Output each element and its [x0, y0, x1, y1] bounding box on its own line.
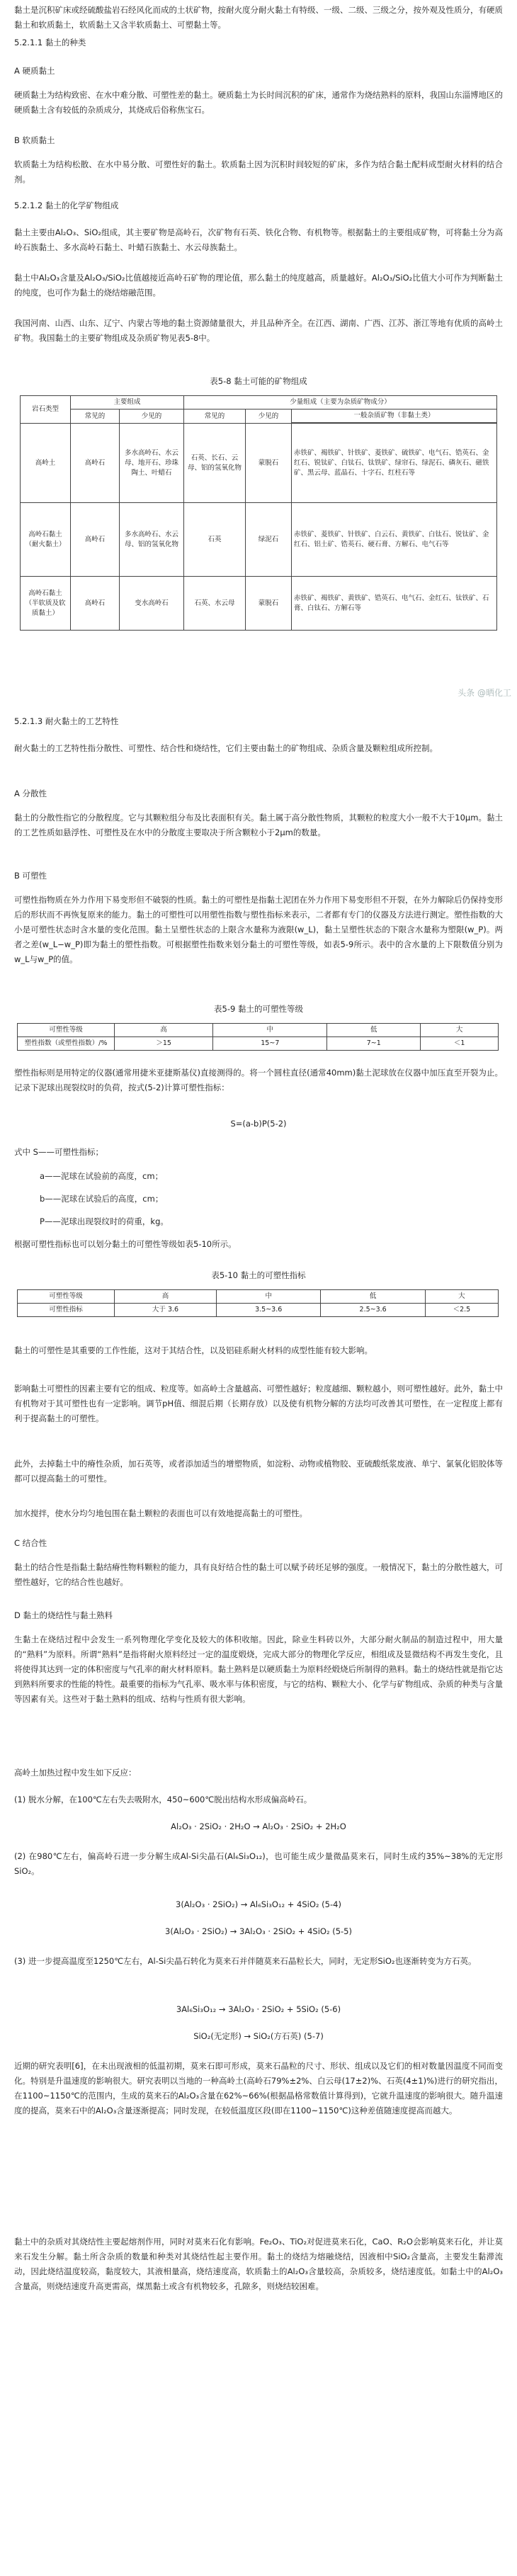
table-row	[21, 424, 497, 503]
subheading-hard-clay: A 硬质黏土	[14, 66, 55, 76]
equation-5-3: Al₂O₃ · 2SiO₂ · 2H₂O → Al₂O₃ · 2SiO₂ + 2H₂O	[171, 1821, 346, 1831]
table-cell: ＞15	[115, 1037, 213, 1051]
reaction-step-3: (3) 进一步提高温度至1250℃左右，Al-Si尖晶石转化为莫来石并伴随莫来石晶粒长大，同时，无定形SiO₂也逐渐转变为方石英。	[14, 1956, 477, 1966]
paragraph-resources: 我国河南、山西、山东、辽宁、内蒙古等地的黏土资源储量很大，并且品种齐全。在江西、湖南、广西、江苏、浙江等地有优质的高岭土矿物。我国黏土的主要矿物组成及杂质矿物见表5-8中。	[14, 318, 503, 343]
table-header: 可塑性等级	[18, 1290, 115, 1304]
table-cell: 石英、长石、云母、铝的氢氧化物	[184, 424, 246, 503]
subheading-plasticity: B 可塑性	[14, 871, 47, 881]
paragraph-table-ref: 根据可塑性指标也可以划分黏土的可塑性等级如表5-10所示。	[14, 1239, 237, 1249]
intro-paragraph: 黏土是沉积矿床或经硫酸盐岩石经风化而成的土状矿物，按耐火度分耐火黏土有特级、一级、二级、三级之分，按外观及性质分，有硬质黏土和软质黏土，软质黏土又含半软质黏土、可塑黏土等。	[14, 5, 503, 30]
table-cell: 高岭石黏土（半软质及软质黏土）	[21, 577, 71, 631]
table-row	[21, 577, 497, 631]
paragraph-bonding: 黏土的结合性是指黏土黏结瘠性物料颗粒的能力，具有良好结合性的黏土可以赋予砖坯足够的强度。一般情况下，黏土的分散性越大，可塑性越好，它的结合性也越好。	[14, 1562, 503, 1587]
subheading-sintering: D 黏土的烧结性与黏土熟料	[14, 1610, 113, 1620]
table-cell: 赤铁矿、褐铁矿、黄铁矿、锆英石、电气石、金红石、钛铁矿、石膏、白钛石、方解石等	[292, 577, 497, 631]
equation-5-7: SiO₂(无定形) → SiO₂(方石英) (5-7)	[193, 2031, 324, 2041]
paragraph-sintering: 生黏土在烧结过程中会发生一系列物理化学变化及较大的体积收缩。因此，除业生料砖以外，大部分耐火制品的制造过程中，用大量的“熟料”为原料。所谓“熟料”是指将耐火原料经过一定的温度煅烧，完成大部分的物理化学反应，相组成及显微结构不再发生变化，且将使得其达到一定的体积密度与气孔率的耐火材料原料。黏土熟料是以硬质黏土为原料经煅烧后所制得的熟料。黏土的烧结性就是指它达到熟料所要求的性能的特性。最重要的指标为气孔率、吸水率与体积密度，与它的结构、颗粒大小、化学与矿物组成、杂质的种类与含量等因素有关。这些对于黏土熟料的组成、结构与性质有很大影响。	[14, 1634, 503, 1704]
section-heading-5-2-1-2: 5.2.1.2 黏土的化学矿物组成	[14, 200, 119, 210]
table-row	[18, 1037, 499, 1051]
table-cell: 高岭石	[71, 503, 120, 577]
table-cell: 大	[421, 1024, 499, 1037]
table-cell: 高岭石黏土（耐火黏土）	[21, 503, 71, 577]
paragraph-hard-clay: 硬质黏土为结构致密、在水中难分散、可塑性差的黏土。硬质黏土为长时间沉积的矿床，通常作为烧结熟料的原料，我国山东淄博地区的硬质黏土含有较低的杂质成分，其烧成后俗称焦宝石。	[14, 90, 503, 115]
table-cell: 低	[327, 1024, 421, 1037]
table-cell: 7~1	[327, 1037, 421, 1051]
table-header: 常见的	[71, 409, 120, 424]
table-cell: 中	[217, 1290, 321, 1304]
table-5-10	[17, 1289, 499, 1317]
table-cell: 多水高岭石、水云母、地开石、珍珠陶土、叶蜡石	[120, 424, 184, 503]
table-header: 塑性指数（或塑性指数）/%	[18, 1037, 115, 1051]
table-5-8-caption: 表5-8 黏土可能的矿物组成	[210, 376, 307, 386]
reaction-step-2: (2) 在980℃左右，偏高岭石进一步分解生成Al-Si尖晶石(Al₆Si₃O₁₂)，也可能生成少量微晶莫来石，同时生成约35%~38%的无定形SiO₂。	[14, 1851, 503, 1876]
table-cell: 石英	[184, 503, 246, 577]
table-5-9	[17, 1023, 499, 1051]
table-cell: 石英、水云母	[184, 577, 246, 631]
paragraph-plasticizers: 此外，去掉黏土中的瘠性杂质，加石英等，或者添加适当的增塑物质，如淀粉、动物或植物胶、亚硫酸纸浆废液、单宁、氯氧化铝胶体等都可以提高黏土的可塑性。	[14, 1459, 503, 1484]
table-cell: 大于 3.6	[115, 1304, 217, 1317]
formula-where: 式中 S——可塑性指标；	[14, 1147, 103, 1157]
equation-5-6: 3Al₆Si₃O₁₂ → 3Al₂O₃ · 2SiO₂ + 5SiO₂ (5-6)	[176, 2004, 341, 2014]
paragraph-properties: 耐火黏土的工艺特性指分散性、可塑性、结合性和烧结性，它们主要由黏土的矿物组成、杂质含量及颗粒组成所控制。	[14, 743, 438, 753]
section-heading-5-2-1-3: 5.2.1.3 耐火黏土的工艺特性	[14, 716, 119, 726]
table-cell: 3.5~3.6	[217, 1304, 321, 1317]
table-cell: 2.5~3.6	[321, 1304, 425, 1317]
table-header: 常见的	[184, 409, 246, 424]
table-header: 可塑性指标	[18, 1304, 115, 1317]
paragraph-composition: 黏土主要由Al₂O₃、SiO₂组成，其主要矿物是高岭石，次矿物有石英、铁化合物、有机物等。根据黏土的主要组成矿物，可将黏土分为高岭石族黏土、多水高岭石黏土、叶蜡石族黏土、水云母族黏土。	[14, 227, 503, 252]
table-cell: 蒙脱石	[246, 424, 292, 503]
table-header: 可塑性等级	[18, 1024, 115, 1037]
table-cell: 绿泥石	[246, 503, 292, 577]
subheading-soft-clay: B 软质黏土	[14, 135, 55, 145]
paragraph-reactions-intro: 高岭土加热过程中发生如下反应：	[14, 1768, 137, 1778]
paragraph-mixing: 加水搅拌，使水分均匀地包围在黏土颗粒的表面也可以有效地提高黏土的可塑性。	[14, 1508, 307, 1518]
table-5-9-caption: 表5-9 黏土的可塑性等级	[214, 1004, 303, 1014]
table-cell: ＜1	[421, 1037, 499, 1051]
table-cell: 高	[115, 1290, 217, 1304]
table-row	[18, 1290, 499, 1304]
formula-def-p: P——泥球出现裂纹时的荷重，kg。	[40, 1216, 169, 1226]
table-header: 少见的	[120, 409, 184, 424]
table-cell: 高岭石	[71, 577, 120, 631]
equation-5-4: 3(Al₂O₃ · 2SiO₂) → Al₆Si₃O₁₂ + 4SiO₂ (5-4)	[176, 1899, 341, 1909]
table-header: 岩石类型	[21, 396, 71, 424]
paragraph-alumina-ratio: 黏土中Al₂O₃含量及Al₂O₃/SiO₂比值越接近高岭石矿物的理论值，那么黏土的纯度越高，质量越好。Al₂O₃/SiO₂比值大小可作为判断黏土的纯度，也可作为黏土的烧结熔融范围。	[14, 273, 503, 298]
table-row	[18, 1304, 499, 1317]
table-header: 主要组成	[71, 396, 184, 409]
table-cell: 15~7	[213, 1037, 327, 1051]
table-cell: 赤铁矿、褐铁矿、针铁矿、菱铁矿、硫铁矿、电气石、锆英石、金红石、锐钛矿、白钛石、钛铁矿、绿帘石、绿泥石、磷灰石、磁铁矿、黑云母、蓝晶石、十字石、红柱石等	[292, 424, 497, 503]
paragraph-dispersion: 黏土的分散性指它的分散程度。它与其颗粒组分布及比表面积有关。黏土属于高分散性物质，其颗粒的粒度大小一般不大于10μm。黏土的工艺性质如悬浮性、可塑性及在水中的分散度主要取决于所含颗粒小于2μm的数量。	[14, 813, 503, 837]
formula-def-a: a——泥球在试验前的高度，cm；	[40, 1171, 164, 1181]
table-cell: 低	[321, 1290, 425, 1304]
formula-5-2: S=(a-b)P(5-2)	[230, 1119, 287, 1129]
table-cell: 高岭石	[71, 424, 120, 503]
subheading-bonding: C 结合性	[14, 1538, 47, 1548]
table-5-8	[20, 395, 497, 631]
equation-5-5: 3(Al₂O₃ · 2SiO₂) → 3Al₂O₃ · 2SiO₂ + 4SiO₂ (5-5)	[165, 1926, 352, 1936]
section-heading-5-2-1-1: 5.2.1.1 黏土的种类	[14, 38, 86, 47]
table-cell: 变水高岭石	[120, 577, 184, 631]
table-row	[18, 1024, 499, 1037]
table-header: 少量组成（主要为杂质矿物成分）	[184, 396, 497, 409]
paragraph-plasticity-factors: 影响黏土可塑性的因素主要有它的组成、粒度等。如高岭土含量越高、可塑性越好；粒度越细、颗粒越小，则可塑性越好。此外，黏土中有机物对于其可塑性也有一定影响。调节pH值、细混后期（长期存放）以及使有机物分解的方法均可改善其可塑性，在一定程度上都有利于提高黏土的可塑性。	[14, 1384, 503, 1423]
table-cell: 蒙脱石	[246, 577, 292, 631]
reaction-step-1: (1) 脱水分解，在100℃左右失去吸附水，450~600℃脱出结构水形成偏高岭石。	[14, 1795, 312, 1804]
table-5-10-caption: 表5-10 黏土的可塑性指标	[211, 1270, 306, 1280]
formula-def-b: b——泥球在试验后的高度，cm；	[40, 1194, 164, 1204]
table-cell: 赤铁矿、菱铁矿、针铁矿、白云石、黄铁矿、白钛石、锐钛矿、金红石、铝土矿、锆英石、硬石膏、方解石、电气石等	[292, 503, 497, 577]
paragraph-plasticity: 可塑性指物质在外力作用下易变形但不破裂的性质。黏土的可塑性是指黏土泥团在外力作用下易变形但不开裂，在外力解除后仍保持变形后的形状而不再恢复原来的能力。黏土的可塑性可以用塑性指数与塑性指标来表示，二者都有专门的仪器及方法进行测定。塑性指数的大小是可塑性状态时含水量的变化范围。黏土呈塑性状态的上限含水量称为液限(w_L)，黏土呈塑性状态的下限含水量称为塑限(w_P)。两者之差(w_L−w_P)即为黏土的塑性指数。可根据塑性指数来划分黏土的可塑性等级，如表5-9所示。表中的含水量的上下限数值分别为w_L与w_P的值。	[14, 895, 503, 964]
table-cell: 高岭土	[21, 424, 71, 503]
paragraph-recent-research: 近期的研究表明[6]，在未出现液相的低温初期，莫来石即可形成，莫来石晶粒的尺寸、形状、组成以及它们的相对数量因温度不同而变化。特别是升温速度的影响很大。研究表明以当地的一种高岭土(高岭石79%±2%、白云母(17±2)%、石英(4±1)%)进行的研究指出，在1100~1150℃的范围内，生成的莫来石的Al₂O₃含量在62%~66%(根据晶格常数值计算得到)，它就升温速度的影响很大。随升温速度的提高，莫来石中的Al₂O₃含量逐渐提高；同时发现，在较低温度区段(即在1100~1150℃)这种差值随速度提高而越大。	[14, 2061, 503, 2115]
table-cell: 高	[115, 1024, 213, 1037]
table-header: 一般杂质矿物（非黏土类）	[292, 409, 497, 423]
subheading-dispersion: A 分散性	[14, 789, 47, 798]
paragraph-impurities: 黏土中的杂质对其烧结性主要起熔剂作用，同时对莫来石化有影响。Fe₂O₃、TiO₂对促进莫来石化，CaO、R₂O会影响莫来石化，并让莫来石发生分解。黏土所含杂质的数量和种类对其烧结性起主要作用。黏土的烧结为熔融烧结，因液相中SiO₂含量高，主要发生黏滞流动，因此烧结温度较高，黏度较大，其液相量高，烧结速度高，软质黏土的Al₂O₃含量较高，杂质较多，烧结速度低。如黏土中的Al₂O₃含量高，则烧结速度升高更需高，煤黑黏土或含有机物较多，孔隙多，则烧结较困难。	[14, 2237, 503, 2291]
table-row	[21, 503, 497, 577]
paragraph-soft-clay: 软质黏土为结构松散、在水中易分散、可塑性好的黏土。软质黏土因为沉积时间较短的矿床，多作为结合黏土配料成型耐火材料的结合剂。	[14, 159, 503, 184]
table-header: 少见的	[246, 409, 292, 424]
table-cell: ＜2.5	[425, 1304, 498, 1317]
table-cell: 大	[425, 1290, 498, 1304]
table-cell: 多水高岭石、水云母、铝的氢氧化物	[120, 503, 184, 577]
watermark: 头条 @晒化工	[458, 688, 511, 698]
paragraph-plasticity-importance: 黏土的可塑性是其重要的工作性能，这对于其结合性，以及铝硅系耐火材料的成型性能有较大影响。	[14, 1345, 373, 1355]
paragraph-plasticity-index: 塑性指标则是用特定的仪器(通常用捷米亚捷斯基仪)直接测得的。将一个圆柱直径(通常40mm)黏土泥球放在仪器中加压直至开裂为止。记录下泥球出现裂纹时的负荷，按式(5-2)计算可塑性指标：	[14, 1068, 503, 1092]
table-cell: 中	[213, 1024, 327, 1037]
